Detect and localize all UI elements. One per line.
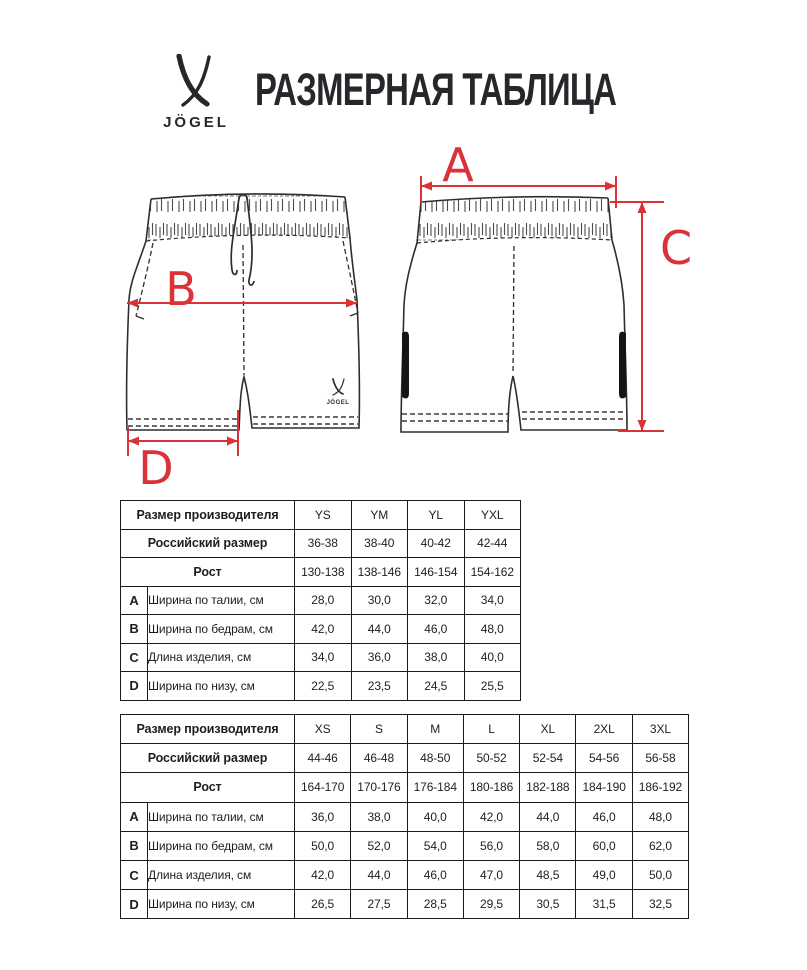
header-value: 42-44 xyxy=(464,529,521,558)
measure-row-A xyxy=(121,802,689,831)
measure-letter: A xyxy=(121,586,148,615)
measure-value: 46,0 xyxy=(408,615,465,644)
header-value: 46-48 xyxy=(351,744,407,773)
header-value: 54-56 xyxy=(576,744,632,773)
measure-value: 38,0 xyxy=(408,643,465,672)
measure-value: 58,0 xyxy=(520,831,576,860)
header-value: L xyxy=(463,715,519,744)
measure-value: 48,0 xyxy=(632,802,688,831)
measure-value: 32,5 xyxy=(632,890,688,919)
measure-value: 50,0 xyxy=(295,831,351,860)
measure-value: 48,0 xyxy=(464,615,521,644)
measure-value: 22,5 xyxy=(295,672,352,701)
measure-letter: B xyxy=(121,831,148,860)
front-leg-logo-icon xyxy=(333,379,344,395)
header-row-label: Размер производителя xyxy=(121,501,295,530)
measure-value: 24,5 xyxy=(408,672,465,701)
measure-value: 34,0 xyxy=(295,643,352,672)
measure-row-A xyxy=(121,586,521,615)
back-waistband xyxy=(417,197,612,243)
header-value: 176-184 xyxy=(407,773,463,802)
measure-value: 52,0 xyxy=(351,831,407,860)
measure-row-D xyxy=(121,672,521,701)
measure-letter: A xyxy=(121,802,148,831)
header-value: 154-162 xyxy=(464,558,521,587)
header-row xyxy=(121,558,521,587)
measure-label: Длина изделия, см xyxy=(148,860,295,889)
header-value: 56-58 xyxy=(632,744,688,773)
measure-label: Ширина по бедрам, см xyxy=(148,831,295,860)
shorts-back-view xyxy=(401,197,627,432)
front-outline xyxy=(127,238,360,430)
measure-value: 50,0 xyxy=(632,860,688,889)
header-value: 50-52 xyxy=(463,744,519,773)
header-value: 182-188 xyxy=(520,773,576,802)
measure-letter: C xyxy=(121,860,148,889)
measure-label: Ширина по талии, см xyxy=(148,802,295,831)
measure-value: 29,5 xyxy=(463,890,519,919)
measure-value: 31,5 xyxy=(576,890,632,919)
header-value: 44-46 xyxy=(295,744,351,773)
measure-label: Ширина по низу, см xyxy=(148,890,295,919)
size-table-adult xyxy=(120,714,689,919)
measure-value: 44,0 xyxy=(351,860,407,889)
header-value: 38-40 xyxy=(351,529,408,558)
dimension-label-d: D xyxy=(138,441,174,495)
measure-row-B xyxy=(121,615,521,644)
header-value: 52-54 xyxy=(520,744,576,773)
header-row-label: Российский размер xyxy=(121,529,295,558)
header-value: 3XL xyxy=(632,715,688,744)
header-value: YL xyxy=(408,501,465,530)
back-outline xyxy=(401,240,627,432)
measure-label: Ширина по бедрам, см xyxy=(148,615,295,644)
measure-value: 38,0 xyxy=(351,802,407,831)
measure-row-D xyxy=(121,890,689,919)
header-row xyxy=(121,501,521,530)
header-value: YM xyxy=(351,501,408,530)
header-value: 184-190 xyxy=(576,773,632,802)
header-value: YXL xyxy=(464,501,521,530)
measure-value: 30,5 xyxy=(520,890,576,919)
side-panels xyxy=(402,332,626,399)
measure-letter: D xyxy=(121,672,148,701)
measure-row-C xyxy=(121,860,689,889)
measure-value: 56,0 xyxy=(463,831,519,860)
header-value: 170-176 xyxy=(351,773,407,802)
measure-value: 25,5 xyxy=(464,672,521,701)
size-table-youth-container xyxy=(120,500,521,701)
header-row-label: Размер производителя xyxy=(121,715,295,744)
measure-value: 62,0 xyxy=(632,831,688,860)
measure-letter: D xyxy=(121,890,148,919)
header-value: 146-154 xyxy=(408,558,465,587)
header-row-label: Рост xyxy=(121,558,295,587)
measure-value: 42,0 xyxy=(463,802,519,831)
measure-value: 44,0 xyxy=(520,802,576,831)
dimension-label-a: A xyxy=(442,145,474,192)
measure-row-C xyxy=(121,643,521,672)
header-row xyxy=(121,715,689,744)
measure-value: 48,5 xyxy=(520,860,576,889)
dimension-label-b: B xyxy=(165,262,197,316)
measure-value: 42,0 xyxy=(295,615,352,644)
measure-value: 54,0 xyxy=(407,831,463,860)
measure-label: Ширина по талии, см xyxy=(148,586,295,615)
header-row xyxy=(121,773,689,802)
header-value: XS xyxy=(295,715,351,744)
measure-label: Длина изделия, см xyxy=(148,643,295,672)
header-value: 138-146 xyxy=(351,558,408,587)
measure-value: 46,0 xyxy=(576,802,632,831)
header-value: 164-170 xyxy=(295,773,351,802)
header-row-label: Рост xyxy=(121,773,295,802)
measure-letter: C xyxy=(121,643,148,672)
measure-value: 40,0 xyxy=(464,643,521,672)
measure-value: 27,5 xyxy=(351,890,407,919)
header-row-label: Российский размер xyxy=(121,744,295,773)
dimension-label-c: C xyxy=(659,221,693,275)
measure-value: 30,0 xyxy=(351,586,408,615)
measure-value: 36,0 xyxy=(351,643,408,672)
measure-label: Ширина по низу, см xyxy=(148,672,295,701)
header-value: 130-138 xyxy=(295,558,352,587)
header-value: XL xyxy=(520,715,576,744)
brand-logo-wordmark: JÖGEL xyxy=(163,114,229,131)
header-value: M xyxy=(407,715,463,744)
header-value: YS xyxy=(295,501,352,530)
brand-logo-icon xyxy=(170,54,222,114)
size-table-youth xyxy=(120,500,521,701)
shorts-technical-drawing xyxy=(0,145,807,495)
measure-value: 49,0 xyxy=(576,860,632,889)
measure-letter: B xyxy=(121,615,148,644)
header-value: 186-192 xyxy=(632,773,688,802)
measure-value: 44,0 xyxy=(351,615,408,644)
header-value: S xyxy=(351,715,407,744)
measure-value: 46,0 xyxy=(407,860,463,889)
header-value: 2XL xyxy=(576,715,632,744)
header-value: 36-38 xyxy=(295,529,352,558)
header-value: 48-50 xyxy=(407,744,463,773)
measure-row-B xyxy=(121,831,689,860)
measure-value: 60,0 xyxy=(576,831,632,860)
measure-value: 23,5 xyxy=(351,672,408,701)
shorts-front-view xyxy=(127,194,360,430)
measure-value: 28,5 xyxy=(407,890,463,919)
header-value: 180-186 xyxy=(463,773,519,802)
measure-value: 26,5 xyxy=(295,890,351,919)
measure-value: 42,0 xyxy=(295,860,351,889)
measure-value: 34,0 xyxy=(464,586,521,615)
header-value: 40-42 xyxy=(408,529,465,558)
measure-value: 28,0 xyxy=(295,586,352,615)
header-row xyxy=(121,529,521,558)
size-table-adult-container xyxy=(120,714,689,919)
measure-value: 36,0 xyxy=(295,802,351,831)
measure-value: 32,0 xyxy=(408,586,465,615)
measure-value: 47,0 xyxy=(463,860,519,889)
header-row xyxy=(121,744,689,773)
page-title: РАЗМЕРНАЯ ТАБЛИЦА xyxy=(255,64,617,115)
front-leg-logo-text: JÖGEL xyxy=(326,400,350,406)
measure-value: 40,0 xyxy=(407,802,463,831)
